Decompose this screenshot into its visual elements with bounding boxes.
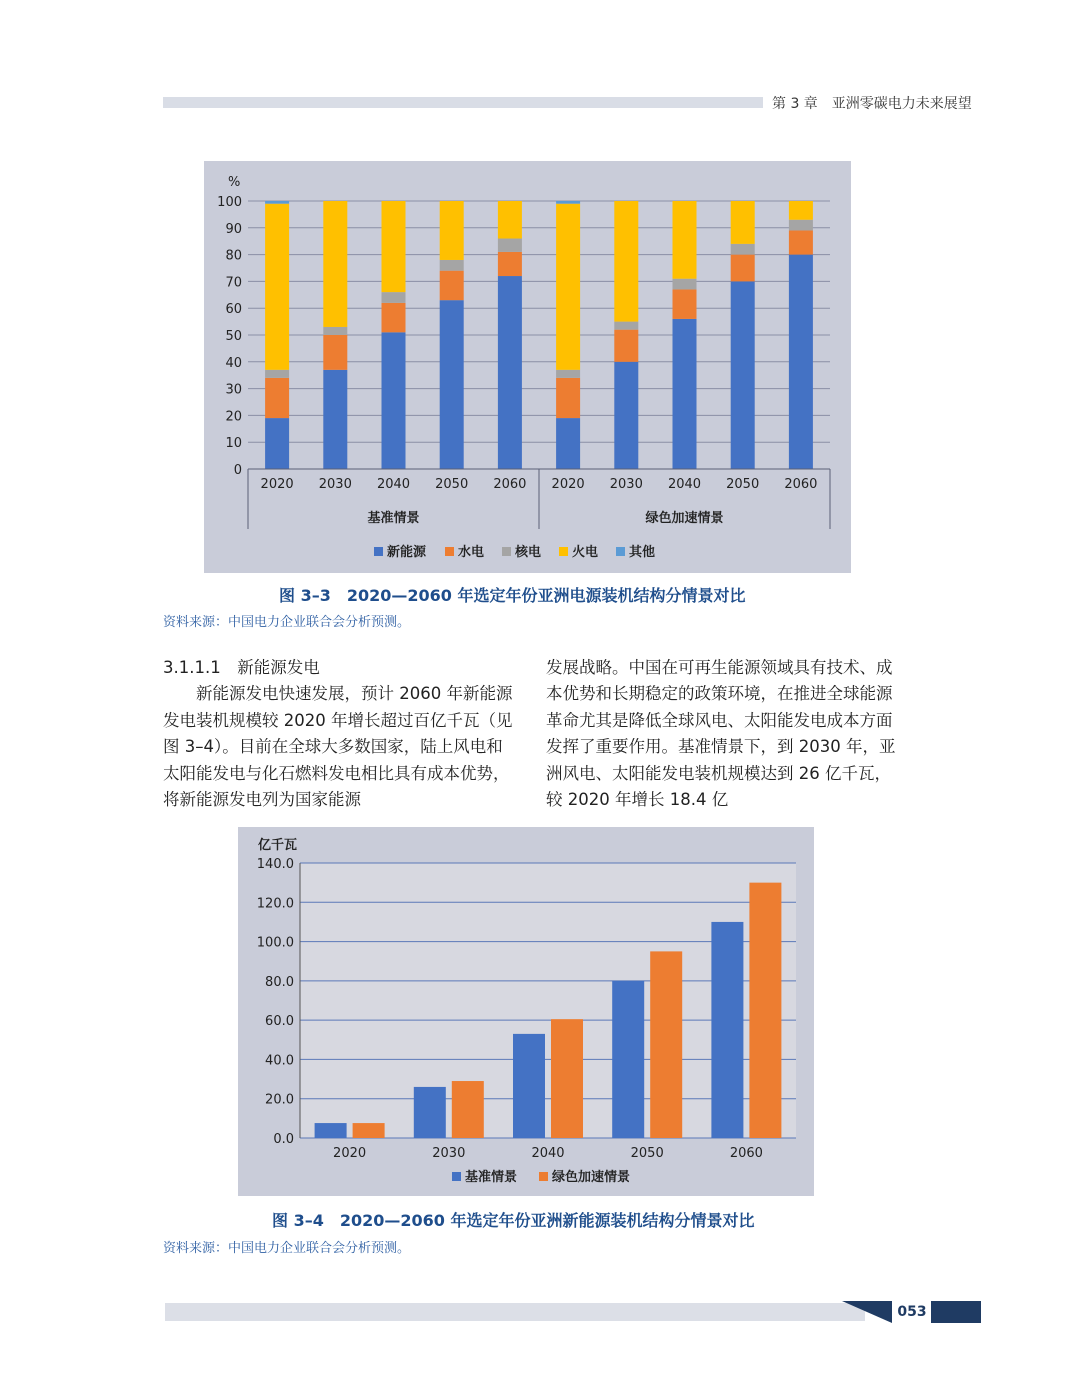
footer-triangle <box>842 1301 892 1323</box>
y-tick-label: 30 <box>225 382 242 398</box>
bar-segment <box>614 330 638 362</box>
bar-segment <box>382 201 406 292</box>
x-tick-label: 2050 <box>630 1146 664 1161</box>
legend-label: 其他 <box>629 545 656 560</box>
legend-swatch <box>539 1172 548 1181</box>
x-tick-label: 2030 <box>432 1146 466 1161</box>
figure-3-4-caption: 图 3–4 2020—2060 年选定年份亚洲新能源装机结构分情景对比 <box>272 1211 755 1230</box>
text-column-right <box>546 655 896 813</box>
y-tick-label: 20.0 <box>265 1092 294 1108</box>
x-tick-label: 2020 <box>551 477 585 492</box>
section-heading: 3.1.1.1 新能源发电 <box>163 658 320 677</box>
y-tick-label: 0.0 <box>273 1132 294 1147</box>
x-tick-label: 2040 <box>531 1146 565 1161</box>
bar-segment <box>789 220 813 231</box>
y-tick-label: 40.0 <box>265 1053 294 1069</box>
y-tick-label: 80 <box>225 248 242 264</box>
legend-swatch <box>502 547 511 556</box>
y-tick-label: 70 <box>225 275 242 291</box>
y-tick-label: 10 <box>225 436 242 452</box>
legend-swatch <box>452 1172 461 1181</box>
bar-segment <box>440 271 464 300</box>
bar <box>551 1019 583 1138</box>
x-tick-label: 2060 <box>784 477 818 492</box>
bar <box>749 883 781 1138</box>
page-number: 053 <box>893 1301 931 1323</box>
bar-segment <box>556 370 580 378</box>
bar-segment <box>673 289 697 318</box>
bar-segment <box>265 201 289 204</box>
group-label: 基准情景 <box>367 511 420 526</box>
legend-label: 基准情景 <box>465 1170 518 1185</box>
bar <box>414 1087 446 1138</box>
bar <box>353 1123 385 1138</box>
bar-segment <box>382 303 406 332</box>
paragraph-2: 发展战略。中国在可再生能源领域具有技术、成本优势和长期稳定的政策环境，在推进全球能源革命尤其是降低全球风电、太阳能发电成本方面发挥了重要作用。基准情景下，到 2030 年，亚洲风电、太阳能发电装机规模达到 26 亿千瓦，较 2020 年增长 18.4 亿 <box>546 658 896 810</box>
bar-segment <box>440 201 464 260</box>
y-tick-label: 80.0 <box>265 974 294 990</box>
bar-segment <box>556 204 580 370</box>
x-tick-label: 2030 <box>318 477 352 492</box>
bar-segment <box>323 327 347 335</box>
figure-3-3-chart <box>204 161 851 573</box>
y-tick-label: 140.0 <box>256 857 294 872</box>
y-tick-label: 100.0 <box>256 935 294 951</box>
bar-segment <box>556 201 580 204</box>
y-tick-label: 60.0 <box>265 1014 294 1030</box>
bar-segment <box>265 370 289 378</box>
x-tick-label: 2020 <box>333 1146 367 1161</box>
x-tick-label: 2060 <box>493 477 527 492</box>
y-tick-label: 40 <box>225 355 242 371</box>
stacked-bar-chart <box>204 161 851 573</box>
y-tick-label: 0 <box>233 463 242 478</box>
x-tick-label: 2030 <box>609 477 643 492</box>
footer-bar <box>165 1303 865 1321</box>
bar-segment <box>731 244 755 255</box>
bar <box>650 951 682 1138</box>
legend-label: 火电 <box>572 545 599 560</box>
bar <box>452 1081 484 1138</box>
bar-segment <box>789 255 813 469</box>
bar-segment <box>731 281 755 469</box>
legend-swatch <box>374 547 383 556</box>
y-tick-label: 20 <box>225 409 242 425</box>
figure-3-4-source: 资料来源：中国电力企业联合会分析预测。 <box>163 1241 411 1256</box>
bar-segment <box>556 378 580 418</box>
y-tick-label: 90 <box>225 221 242 237</box>
bar-segment <box>323 370 347 469</box>
bar <box>711 922 743 1138</box>
bar-segment <box>673 319 697 469</box>
bar-segment <box>498 201 522 239</box>
bar-segment <box>673 201 697 279</box>
header-bar <box>163 97 763 108</box>
bar-segment <box>498 276 522 469</box>
paragraph-1: 新能源发电快速发展，预计 2060 年新能源发电装机规模较 2020 年增长超过百亿千瓦（见图 3–4）。目前在全球大多数国家，陆上风电和太阳能发电与化石燃料发电相比具有成本优势，将新能源发电列为国家能源 <box>163 684 513 810</box>
y-axis-unit: % <box>228 175 241 190</box>
bar-segment <box>789 201 813 220</box>
legend-label: 水电 <box>458 545 485 560</box>
bar-segment <box>673 279 697 290</box>
x-tick-label: 2020 <box>260 477 294 492</box>
bar-segment <box>556 418 580 469</box>
bar-segment <box>265 204 289 370</box>
bar-segment <box>614 201 638 322</box>
footer-block <box>931 1301 981 1323</box>
bar-segment <box>498 252 522 276</box>
bar-segment <box>789 230 813 254</box>
x-tick-label: 2060 <box>729 1146 763 1161</box>
figure-3-3-source: 资料来源：中国电力企业联合会分析预测。 <box>163 615 411 630</box>
bar-segment <box>265 418 289 469</box>
y-tick-label: 120.0 <box>256 896 294 912</box>
bar-segment <box>498 239 522 252</box>
bar-segment <box>382 292 406 303</box>
bar-segment <box>440 300 464 469</box>
bar-segment <box>731 255 755 282</box>
x-tick-label: 2050 <box>726 477 760 492</box>
figure-3-3-caption: 图 3–3 2020—2060 年选定年份亚洲电源装机结构分情景对比 <box>279 586 746 605</box>
legend-label: 核电 <box>515 545 542 560</box>
grouped-bar-chart <box>238 827 814 1196</box>
legend-swatch <box>445 547 454 556</box>
bar-segment <box>440 260 464 271</box>
y-tick-label: 100 <box>217 195 242 210</box>
y-axis-unit: 亿千瓦 <box>258 838 298 853</box>
y-tick-label: 60 <box>225 302 242 318</box>
legend-swatch <box>616 547 625 556</box>
bar-segment <box>382 332 406 469</box>
text-column-left <box>163 655 513 813</box>
bar-segment <box>265 378 289 418</box>
chapter-title: 第 3 章 亚洲零碳电力未来展望 <box>772 96 972 112</box>
bar-segment <box>614 362 638 469</box>
bar-segment <box>614 322 638 330</box>
bar-segment <box>323 335 347 370</box>
bar <box>315 1123 347 1138</box>
legend-swatch <box>559 547 568 556</box>
legend-label: 绿色加速情景 <box>552 1170 631 1185</box>
group-label: 绿色加速情景 <box>645 511 724 526</box>
bar <box>612 981 644 1138</box>
figure-3-4-chart <box>238 827 814 1196</box>
bar <box>513 1034 545 1138</box>
legend-label: 新能源 <box>387 545 427 560</box>
x-tick-label: 2050 <box>435 477 469 492</box>
x-tick-label: 2040 <box>667 477 702 492</box>
x-tick-label: 2040 <box>376 477 411 492</box>
bar-segment <box>323 201 347 327</box>
y-tick-label: 50 <box>225 329 242 344</box>
bar-segment <box>731 201 755 244</box>
